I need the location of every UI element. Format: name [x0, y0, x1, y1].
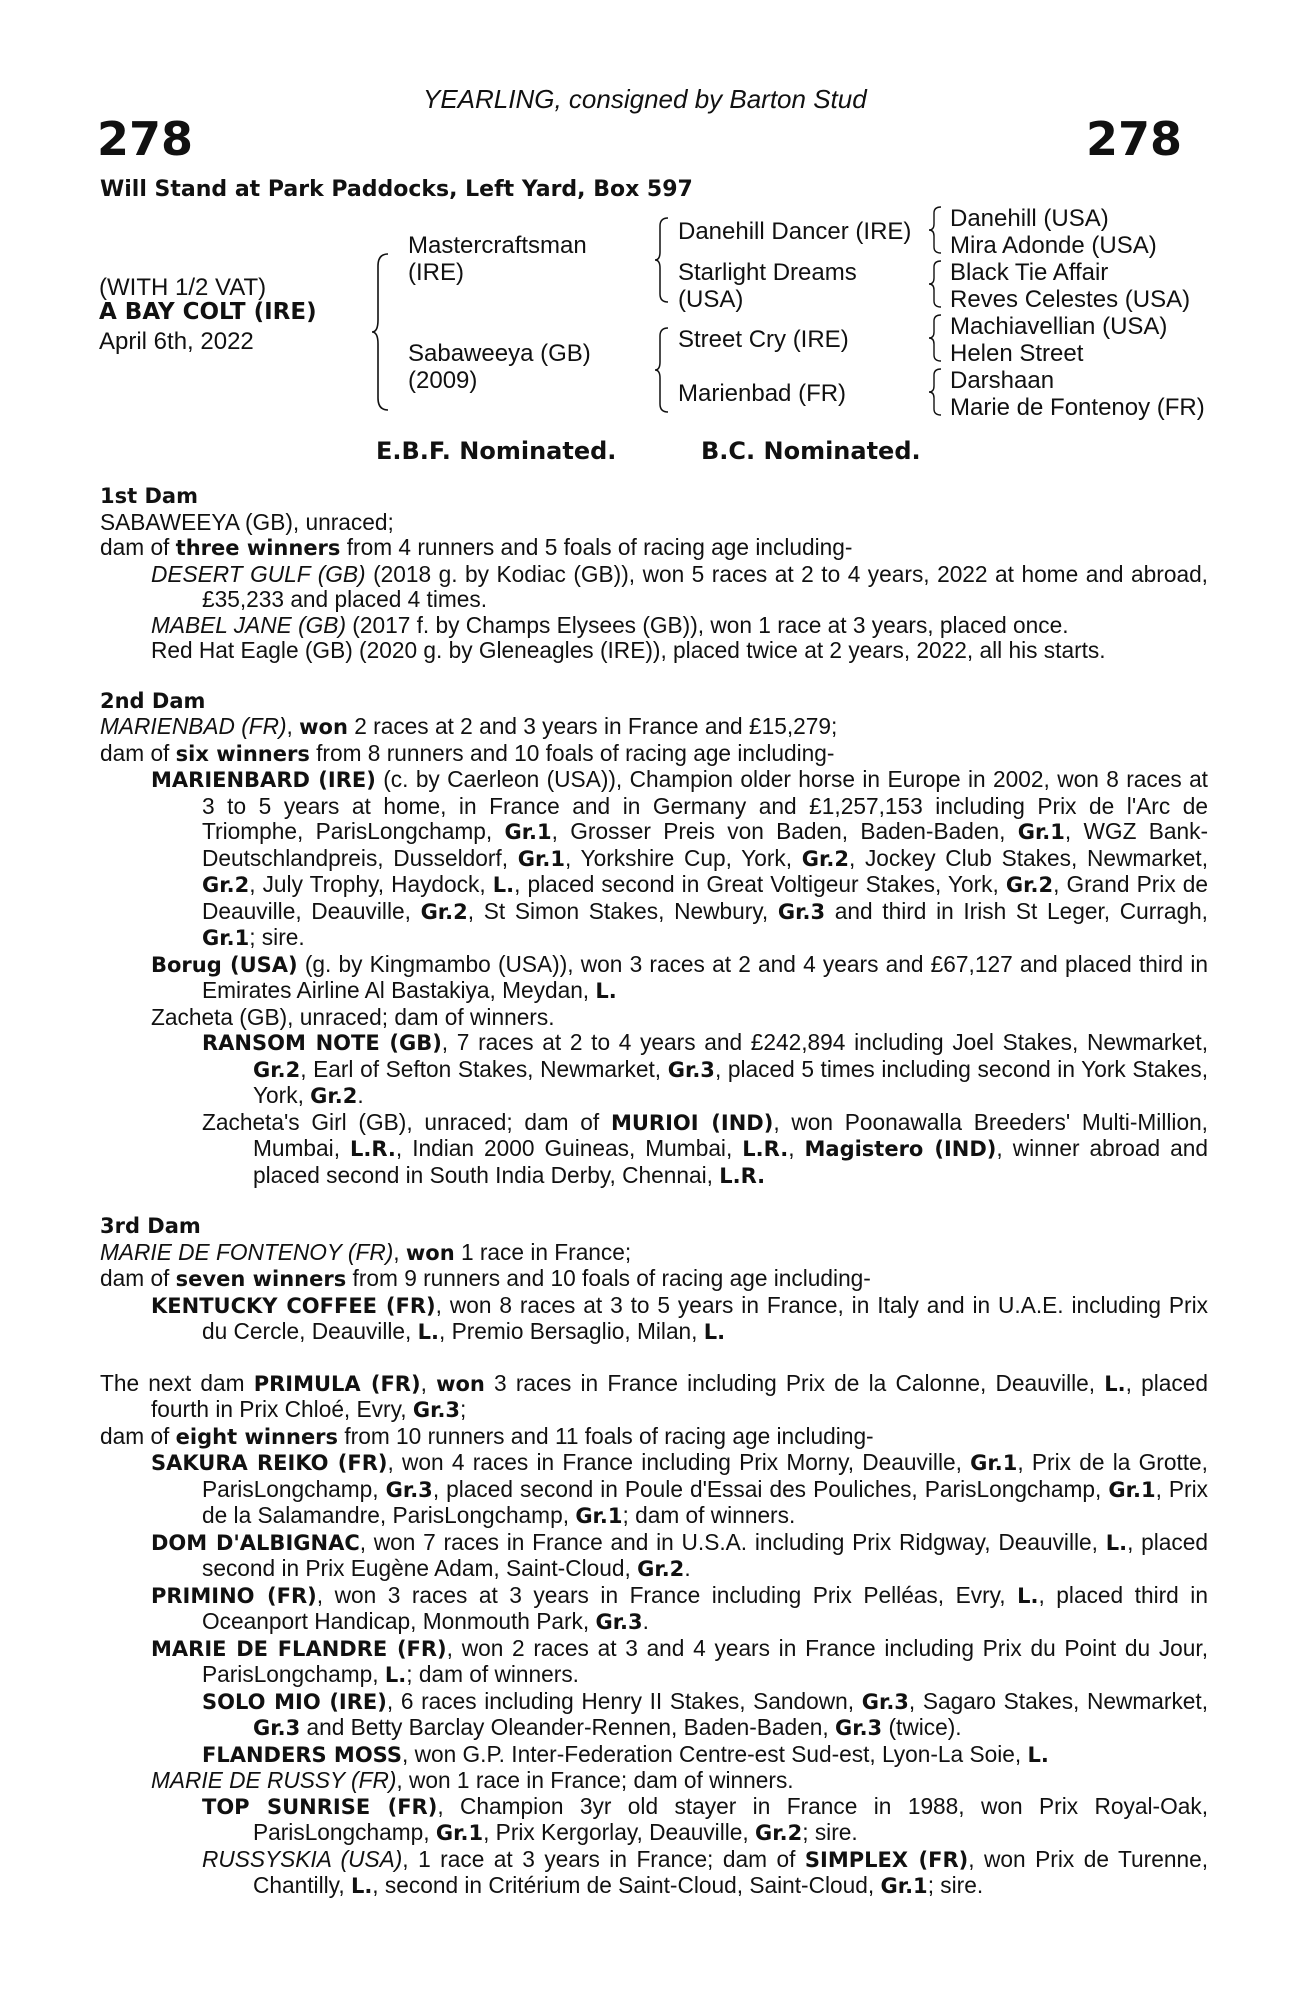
- lot-number-left: 278: [97, 112, 194, 166]
- produce-red-hat-eagle: Red Hat Eagle (GB) (2020 g. by Gleneagles (IRE)), placed twice at 2 years, 2022, all his starts.: [151, 637, 1106, 663]
- third-dam-line: MARIE DE FONTENOY (FR), won 1 race in France;: [100, 1238, 632, 1265]
- ggs-machiavellian: Machiavellian (USA): [950, 313, 1168, 340]
- ggs-black-tie-affair: Black Tie Affair: [950, 259, 1109, 286]
- ggd-marie-de-fontenoy: Marie de Fontenoy (FR): [950, 394, 1205, 421]
- produce-russyskia: RUSSYSKIA (USA), 1 race at 3 years in France; dam of SIMPLEX (FR), won Prix de Turenne, Chantilly, L., second in Critérium de Saint-Cloud, Saint-Cloud, Gr.1; sire.: [202, 1845, 1208, 1898]
- dam-name: Sabaweeya (GB): [408, 340, 591, 367]
- produce-top-sunrise: TOP SUNRISE (FR), Champion 3yr old stayer in France in 1988, won Prix Royal-Oak, ParisLongchamp, Gr.1, Prix Kergorlay, Deauville, Gr.2; sire.: [202, 1792, 1208, 1845]
- produce-solo-mio: SOLO MIO (IRE), 6 races including Henry II Stakes, Sandown, Gr.3, Sagaro Stakes, Newmarket, Gr.3 and Betty Barclay Oleander-Rennen, Baden-Baden, Gr.3 (twice).: [202, 1687, 1209, 1740]
- sire-name: Mastercraftsman: [408, 232, 587, 259]
- lot-number-right: 278: [1086, 112, 1183, 166]
- brace-3c: [928, 313, 944, 363]
- sire-origin: (IRE): [408, 259, 464, 286]
- next-dam-produce-summary: dam of eight winners from 10 runners and 11 foals of racing age including-: [100, 1422, 874, 1449]
- dam-year: (2009): [408, 367, 478, 394]
- bc-nominated: B.C. Nominated.: [701, 437, 921, 465]
- sire-dam-brace: [370, 252, 392, 412]
- dam-sire: Street Cry (IRE): [678, 326, 849, 353]
- produce-marie-de-flandre: MARIE DE FLANDRE (FR), won 2 races at 3 and 4 years in France including Prix du Point du Jour, ParisLongchamp, L.; dam of winners.: [151, 1634, 1209, 1687]
- sire-sire: Danehill Dancer (IRE): [678, 218, 912, 245]
- stand-location: Will Stand at Park Paddocks, Left Yard, Box 597: [100, 177, 693, 202]
- sire-dam-origin: (USA): [678, 286, 744, 313]
- second-dam-produce-summary: dam of six winners from 8 runners and 10 foals of racing age including-: [100, 739, 835, 766]
- dam-brace: [654, 326, 672, 414]
- produce-ransom-note: RANSOM NOTE (GB), 7 races at 2 to 4 years and £242,894 including Joel Stakes, Newmarket, Gr.2, Earl of Sefton Stakes, Newmarket, Gr.3, placed 5 times including second in York Stakes, York, Gr.2.: [202, 1029, 1209, 1108]
- sire-brace: [654, 216, 672, 304]
- sire-dam: Starlight Dreams: [678, 259, 857, 286]
- produce-kentucky-coffee: KENTUCKY COFFEE (FR), won 8 races at 3 to 5 years in France, in Italy and in U.A.E. including Prix du Cercle, Deauville, L., Premio Bersaglio, Milan, L.: [151, 1291, 1208, 1344]
- first-dam-heading: 1st Dam: [100, 484, 198, 508]
- first-dam-produce-summary: dam of three winners from 4 runners and 5 foals of racing age including-: [100, 534, 853, 560]
- next-dam-section: [100, 1371, 1208, 1900]
- produce-zacheta: Zacheta (GB), unraced; dam of winners.: [151, 1003, 555, 1030]
- horse-dob: April 6th, 2022: [99, 328, 254, 355]
- brace-3a: [928, 205, 944, 255]
- produce-sakura-reiko: SAKURA REIKO (FR), won 4 races in France including Prix Morny, Deauville, Gr.1, Prix de la Grotte, ParisLongchamp, Gr.3, placed second in Poule d'Essai des Pouliches, ParisLongchamp, Gr.1, Prix de la Salamandre, ParisLongchamp, Gr.1; dam of winners.: [151, 1449, 1208, 1528]
- produce-flanders-moss: FLANDERS MOSS, won G.P. Inter-Federation Centre-est Sud-est, Lyon-La Soie, L.: [202, 1740, 1049, 1767]
- horse-name: A BAY COLT (IRE): [99, 299, 317, 325]
- next-dam-line: The next dam PRIMULA (FR), won 3 races in France including Prix de la Calonne, Deauville, L., placed fourth in Prix Chloé, Evry, Gr.3;: [100, 1369, 1208, 1422]
- first-dam-line: SABAWEEYA (GB), unraced;: [100, 508, 394, 535]
- consignment-subtitle: YEARLING, consigned by Barton Stud: [423, 84, 867, 114]
- second-dam-section: [100, 689, 1208, 1190]
- produce-marie-de-russy: MARIE DE RUSSY (FR), won 1 race in France; dam of winners.: [151, 1767, 794, 1793]
- brace-3d: [928, 367, 944, 417]
- first-dam-section: [100, 484, 1208, 664]
- third-dam-produce-summary: dam of seven winners from 9 runners and 10 foals of racing age including-: [100, 1265, 871, 1291]
- produce-primino: PRIMINO (FR), won 3 races at 3 years in France including Prix Pelléas, Evry, L., placed third in Oceanport Handicap, Monmouth Park, Gr.3.: [151, 1581, 1208, 1634]
- produce-zachetas-girl: Zacheta's Girl (GB), unraced; dam of MURIOI (IND), won Poonawalla Breeders' Multi-Million, Mumbai, L.R., Indian 2000 Guineas, Mumbai, L.R., Magistero (IND), winner abroad and placed second in South India Derby, Chennai, L.R.: [202, 1108, 1209, 1188]
- third-dam-section: [100, 1214, 1208, 1346]
- produce-desert-gulf: DESERT GULF (GB) (2018 g. by Kodiac (GB)), won 5 races at 2 to 4 years, 2022 at home and abroad, £35,233 and placed 4 times.: [151, 560, 1208, 612]
- ebf-nominated: E.B.F. Nominated.: [376, 437, 617, 465]
- third-dam-heading: 3rd Dam: [100, 1214, 201, 1238]
- ggs-darshaan: Darshaan: [950, 367, 1055, 394]
- ggd-reves-celestes: Reves Celestes (USA): [950, 286, 1191, 313]
- vat-note: (WITH 1/2 VAT): [99, 274, 267, 301]
- produce-mabel-jane: MABEL JANE (GB) (2017 f. by Champs Elysees (GB)), won 1 race at 3 years, placed once.: [151, 611, 1069, 638]
- second-dam-heading: 2nd Dam: [100, 688, 206, 713]
- second-dam-line: MARIENBAD (FR), won 2 races at 2 and 3 years in France and £15,279;: [100, 713, 838, 739]
- brace-3b: [928, 259, 944, 309]
- produce-borug: Borug (USA) (g. by Kingmambo (USA)), won 3 races at 2 and 4 years and £67,127 and placed third in Emirates Airline Al Bastakiya, Meydan, L.: [151, 950, 1209, 1003]
- ggd-mira-adonde: Mira Adonde (USA): [950, 232, 1157, 259]
- catalogue-body: [100, 484, 1208, 1900]
- produce-dom-dalbignac: DOM D'ALBIGNAC, won 7 races in France and in U.S.A. including Prix Ridgway, Deauville, L., placed second in Prix Eugène Adam, Saint-Cloud, Gr.2.: [151, 1528, 1208, 1581]
- produce-marienbard: MARIENBARD (IRE) (c. by Caerleon (USA)), Champion older horse in Europe in 2002, won 8 races at 3 to 5 years at home, in France and in Germany and £1,257,153 including Prix de l'Arc de Triomphe, ParisLongchamp, Gr.1, Grosser Preis von Baden, Baden-Baden, Gr.1, WGZ Bank-Deutschlandpreis, Dusseldorf, Gr.1, Yorkshire Cup, York, Gr.2, Jockey Club Stakes, Newmarket, Gr.2, July Trophy, Haydock, L., placed second in Great Voltigeur Stakes, York, Gr.2, Grand Prix de Deauville, Deauville, Gr.2, St Simon Stakes, Newbury, Gr.3 and third in Irish St Leger, Curragh, Gr.1; sire.: [151, 766, 1208, 950]
- dam-dam: Marienbad (FR): [678, 380, 847, 407]
- ggs-danehill: Danehill (USA): [950, 205, 1109, 232]
- ggd-helen-street: Helen Street: [950, 340, 1084, 367]
